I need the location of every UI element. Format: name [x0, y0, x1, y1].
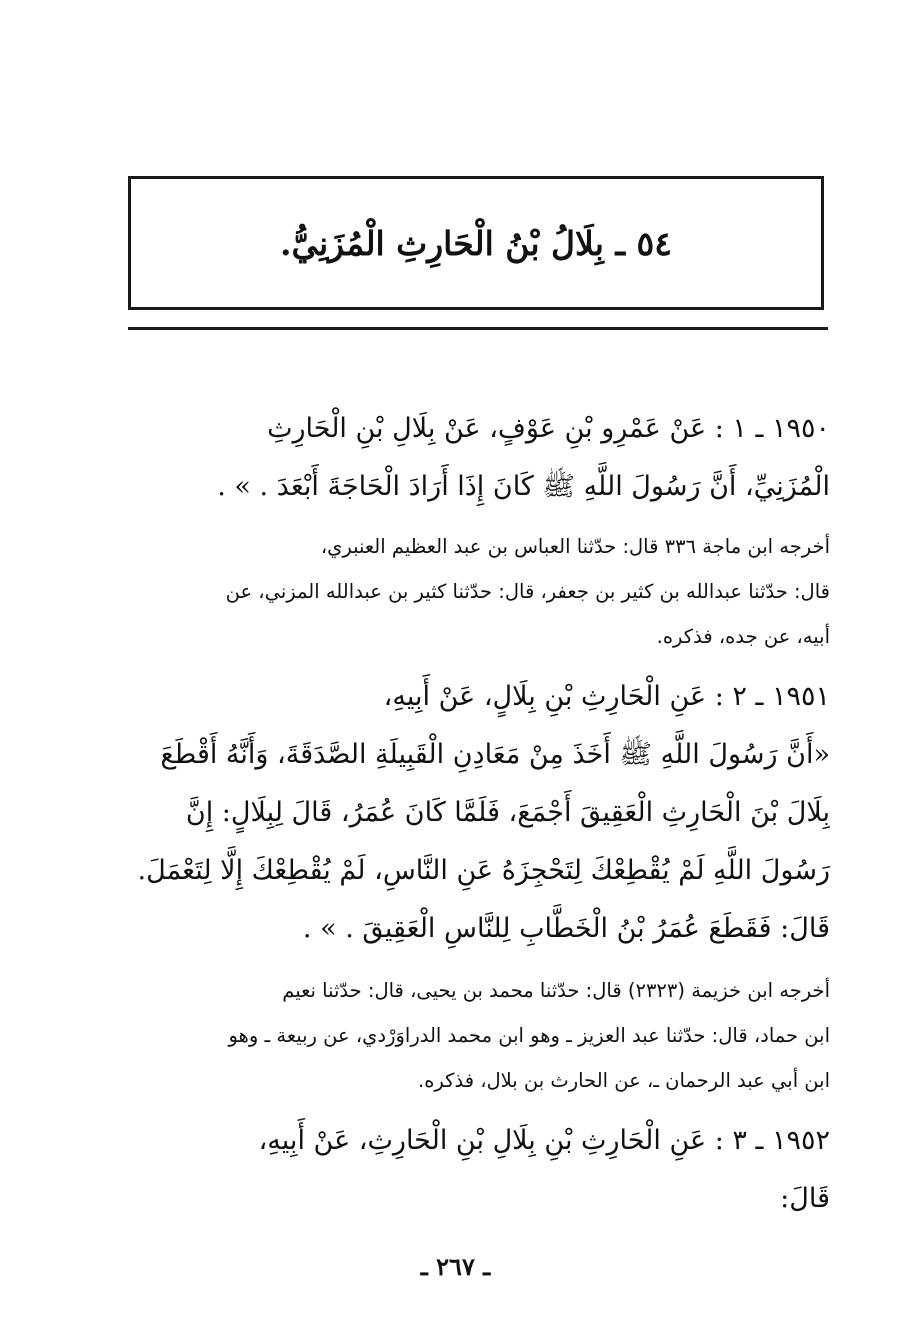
hadith-line: الْمُزَنِيِّ، أَنَّ رَسُولَ اللَّهِ ﷺ كَانَ إِذَا أَرَادَ الْحَاجَةَ أَبْعَدَ . » .	[217, 471, 830, 502]
takhrij-line: أخرجه ابن ماجة ٣٣٦ قال: حدّثنا العباس بن عبد العظيم العنبري،	[320, 535, 830, 558]
page-number: ـ ٢٦٧ ـ	[420, 1252, 491, 1281]
takhrij-line: ابن حماد، قال: حدّثنا عبد العزيز ـ وهو ابن محمد الدراوَرْدي، عن ربيعة ـ وهو	[228, 1024, 830, 1047]
takhrij-line: قال: حدّثنا عبدالله بن كثير بن جعفر، قال: حدّثنا كثير بن عبدالله المزني، عن	[225, 580, 830, 603]
hadith-line: ١٩٥٠ ـ ١ : عَنْ عَمْرِو بْنِ عَوْفٍ، عَنْ بِلَالِ بْنِ الْحَارِثِ	[267, 413, 830, 444]
chapter-title: ٥٤ ـ بِلَالُ بْنُ الْحَارِثِ الْمُزَنِيُّ.	[280, 223, 672, 263]
hadith-1951	[130, 668, 830, 958]
hadith-line: ١٩٥١ ـ ٢ : عَنِ الْحَارِثِ بْنِ بِلَالٍ، عَنْ أَبِيهِ،	[383, 681, 830, 712]
hadith-1952	[130, 1112, 830, 1228]
takhrij-line: أخرجه ابن خزيمة (٢٣٢٣) قال: حدّثنا محمد بن يحيى، قال: حدّثنا نعيم	[282, 979, 830, 1002]
hadith-line: قَالَ: فَقَطَعَ عُمَرُ بْنُ الْخَطَّابِ لِلنَّاسِ الْعَقِيقَ . » .	[302, 913, 830, 944]
chapter-title-box	[128, 176, 824, 310]
hadith-line: قَالَ:	[780, 1183, 830, 1214]
hadith-1950	[130, 400, 830, 516]
takhrij-1951	[130, 968, 830, 1103]
title-divider	[128, 327, 828, 330]
hadith-line: رَسُولَ اللَّهِ لَمْ يُقْطِعْكَ لِتَحْجِزَهُ عَنِ النَّاسِ، لَمْ يُقْطِعْكَ إِلَّا لِتَعْمَلَ.	[137, 855, 830, 886]
takhrij-1950	[130, 524, 830, 659]
takhrij-line: أبيه، عن جده، فذكره.	[656, 625, 830, 648]
hadith-line: ١٩٥٢ ـ ٣ : عَنِ الْحَارِثِ بْنِ بِلَالِ بْنِ الْحَارِثِ، عَنْ أَبِيهِ،	[258, 1125, 830, 1156]
takhrij-line: ابن أبي عبد الرحمان ـ، عن الحارث بن بلال، فذكره.	[418, 1069, 830, 1092]
hadith-line: «أَنَّ رَسُولَ اللَّهِ ﷺ أَخَذَ مِنْ مَعَادِنِ الْقَبِيلَةِ الصَّدَقَةَ، وَأَنَّهُ أَقْطَعَ	[160, 739, 830, 770]
hadith-line: بِلَالَ بْنَ الْحَارِثِ الْعَقِيقَ أَجْمَعَ، فَلَمَّا كَانَ عُمَرُ، قَالَ لِبِلَالٍ: إِنَّ	[185, 797, 830, 828]
